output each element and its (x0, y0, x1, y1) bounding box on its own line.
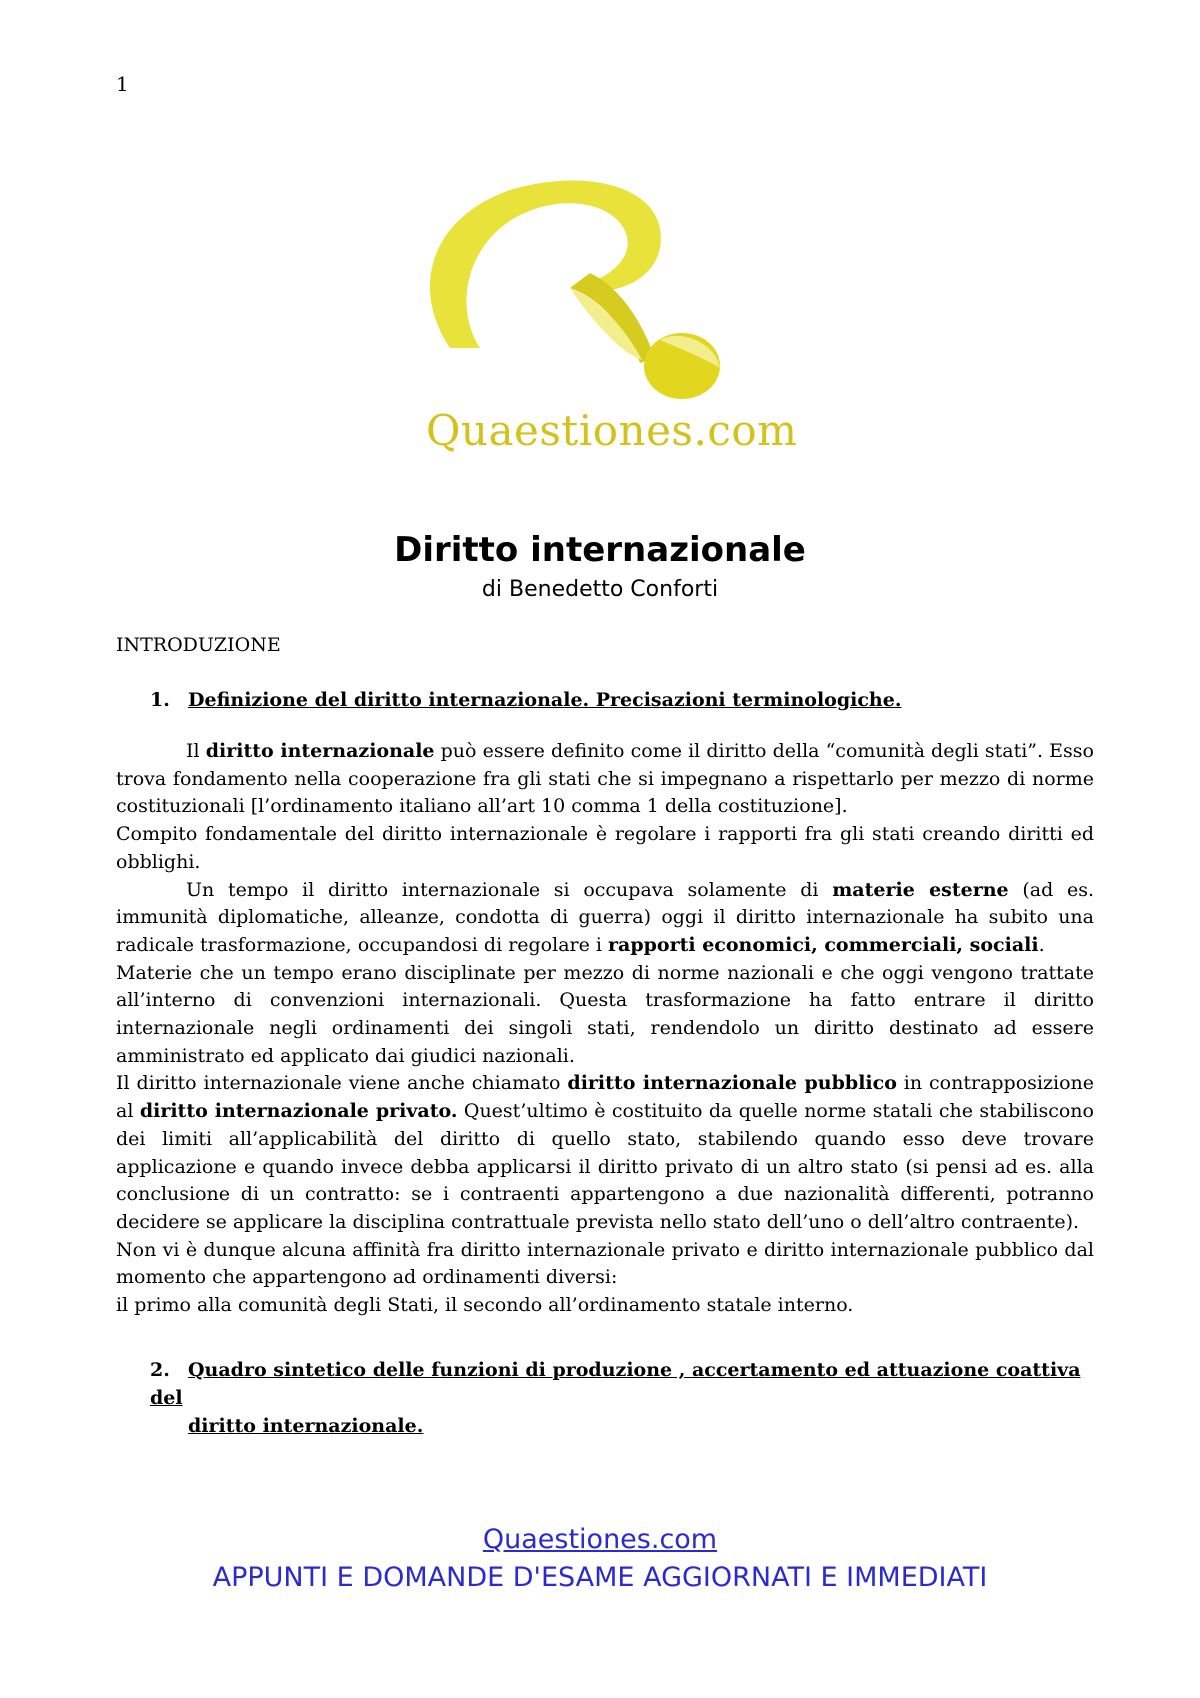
p1-bold: diritto internazionale (205, 740, 435, 762)
p1-text: Il (186, 740, 206, 762)
section-2-heading (150, 1356, 1100, 1440)
p5-text: Il diritto internazionale viene anche chiamato (116, 1072, 568, 1095)
footer-tagline: APPUNTI E DOMANDE D'ESAME AGGIORNATI E IMMEDIATI (212, 1562, 988, 1593)
paragraph-7: il primo alla comunità degli Stati, il secondo all’ordinamento statale interno. (116, 1294, 854, 1317)
section-1-number: 1. (150, 689, 170, 711)
document-subtitle: di Benedetto Conforti (481, 577, 719, 602)
p5-text-3: Quest’ultimo è costituito da quelle norme statali che stabiliscono dei limiti all’applicabilità del diritto di quello stato, stabilendo quando esso deve trovare applicazione e quando invece debba applicarsi il diritto privato di un altro stato (si pensi ad es. alla conclusione di un contratto: se i contraenti appartengono a due nazionalità differenti, potranno decidere se applicare la disciplina contrattuale prevista nello stato dell’uno o dell’altro contraente). (116, 1100, 1094, 1233)
logo-text: Quaestiones.com (426, 406, 798, 455)
section-2-title-line1: Quadro sintetico delle funzioni di produzione , accertamento ed attuazione coattiva del (150, 1359, 1081, 1409)
p5-bold-1: diritto internazionale pubblico (567, 1072, 897, 1095)
intro-label: INTRODUZIONE (116, 634, 281, 656)
paragraph-1 (116, 738, 1094, 821)
p3-text-2: (ad es. immunità diplomatiche, alleanze, condotta di guerra) oggi il diritto internazionale ha subito una radicale trasformazione, occupandosi di regolare i (116, 878, 1094, 956)
paragraph-3 (116, 877, 1094, 960)
p5-bold-2: diritto internazionale privato. (139, 1100, 458, 1123)
p3-bold-2: rapporti economici, commerciali, sociali (608, 933, 1039, 956)
paragraph-6: Non vi è dunque alcuna affinità fra diritto internazionale privato e diritto internazionale pubblico dal momento che appartengono ad ordinamenti diversi: (116, 1238, 1094, 1289)
p3-text: Un tempo il diritto internazionale si occupava solamente di (186, 878, 833, 901)
body-text (116, 738, 1094, 1320)
p3-bold-1: materie esterne (832, 878, 1009, 901)
section-1-heading (150, 686, 1100, 714)
quaestiones-logo (420, 178, 800, 468)
p5-text-2: in contrapposizione al (116, 1072, 1094, 1123)
p1-text-rest: può essere definito come il diritto della “comunità degli stati”. Esso trova fondamento nella cooperazione fra gli stati che si impegnano a rispettarlo per mezzo di norme costituzionali [l’ordinamento italiano all’art 10 comma 1 della costituzione]. (116, 740, 1094, 818)
p3-text-3: . (1038, 933, 1045, 956)
paragraph-2: Compito fondamentale del diritto internazionale è regolare i rapporti fra gli stati creando diritti ed obblighi. (116, 823, 1094, 873)
footer-link[interactable]: Quaestiones.com (482, 1524, 718, 1555)
paragraph-4: Materie che un tempo erano disciplinate per mezzo di norme nazionali e che oggi vengono trattate all’interno di convenzioni internazionali. Questa trasformazione ha fatto entrare il diritto internazionale negli ordinamenti dei singoli stati, rendendolo un diritto destinato ad essere amministrato ed applicato dai giudici nazionali. (116, 961, 1094, 1067)
question-mark-logo-icon (420, 178, 800, 408)
section-1-title: Definizione del diritto internazionale. Precisazioni terminologiche. (188, 689, 902, 711)
document-title: Diritto internazionale (394, 530, 806, 570)
paragraph-5 (116, 1070, 1094, 1236)
page-number: 1 (116, 72, 129, 96)
section-2-number: 2. (150, 1359, 170, 1381)
section-2-title-line2: diritto internazionale. (188, 1415, 424, 1437)
